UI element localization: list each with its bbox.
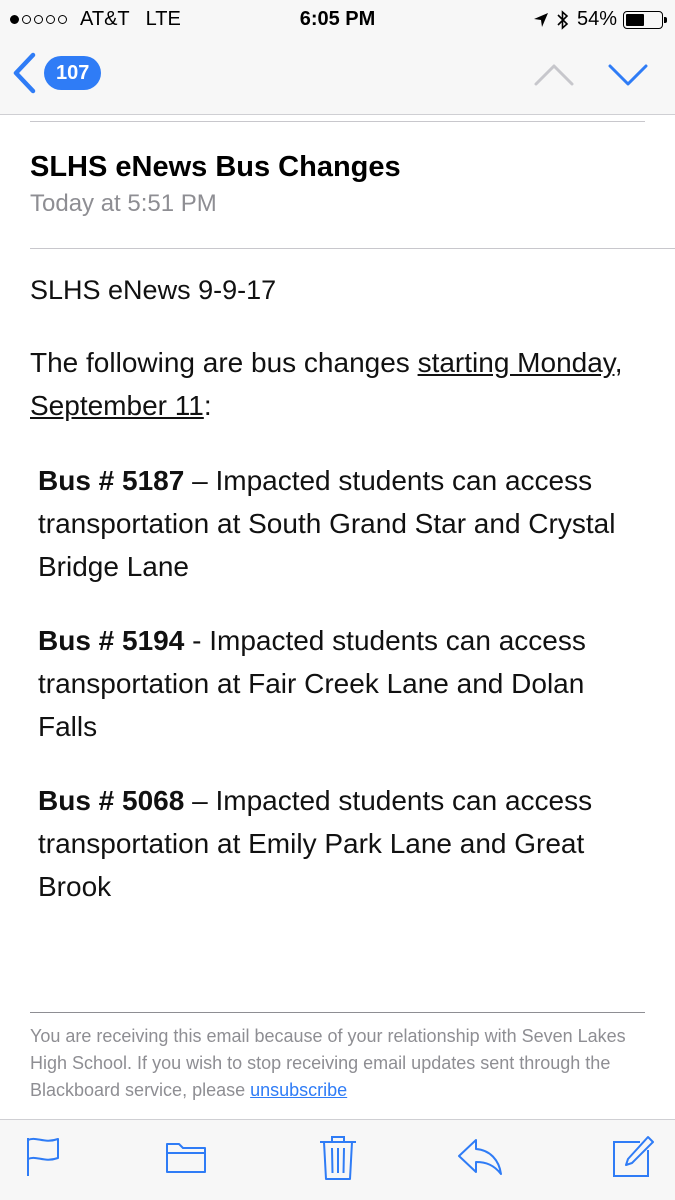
flag-icon[interactable]	[24, 1134, 64, 1178]
compose-icon[interactable]	[610, 1134, 656, 1180]
bus-change-item	[38, 459, 638, 588]
intro-prefix: The following are bus changes	[30, 347, 418, 378]
battery-percent: 54%	[576, 8, 617, 30]
status-time: 6:05 PM	[299, 8, 376, 30]
bottom-toolbar	[0, 1119, 675, 1200]
trash-icon[interactable]	[318, 1134, 358, 1182]
navigation-bar	[0, 38, 675, 115]
bluetooth-icon	[557, 10, 569, 30]
next-message-icon[interactable]	[606, 60, 650, 90]
location-arrow-icon	[533, 12, 549, 28]
carrier-name: AT&T	[80, 8, 130, 30]
message-content[interactable]	[0, 115, 675, 1119]
battery-icon	[623, 11, 663, 29]
message-date: Today at 5:51 PM	[30, 190, 217, 217]
bus-number: Bus # 5187	[38, 465, 185, 496]
intro-suffix: :	[203, 390, 212, 421]
bus-details: – Impacted students can access transportation at South Grand Star and Crystal Bridge Lane	[38, 465, 616, 582]
bus-change-item	[38, 779, 638, 908]
battery-fill	[626, 14, 644, 26]
intro-paragraph	[30, 341, 630, 427]
status-right	[533, 8, 663, 31]
back-chevron-icon	[12, 52, 36, 94]
intro-underlined: starting Monday, September 11	[30, 347, 623, 421]
bus-change-item	[38, 619, 638, 748]
bus-details: - Impacted students can access transportation at Fair Creek Lane and Dolan Falls	[38, 625, 586, 742]
folder-icon[interactable]	[164, 1134, 208, 1178]
battery-tip	[664, 17, 667, 23]
bus-number: Bus # 5068	[38, 785, 185, 816]
bus-details: – Impacted students can access transportation at Emily Park Lane and Great Brook	[38, 785, 593, 902]
newsletter-title: SLHS eNews 9-9-17	[30, 275, 277, 305]
back-button[interactable]	[12, 52, 101, 94]
status-bar	[0, 0, 675, 38]
footer-divider	[30, 1012, 645, 1013]
network-type: LTE	[145, 8, 181, 30]
footer-notice-text: You are receiving this email because of your relationship with Seven Lakes High School. If you wish to stop receiving email updates sent through the Blackboard service, please	[30, 1026, 626, 1100]
divider	[30, 248, 675, 249]
footer-notice	[30, 1023, 630, 1104]
divider	[30, 121, 645, 122]
reply-icon[interactable]	[456, 1134, 504, 1178]
message-subject: SLHS eNews Bus Changes	[30, 151, 401, 183]
unread-count-badge: 107	[44, 56, 101, 90]
unsubscribe-link[interactable]: unsubscribe	[250, 1080, 348, 1100]
bus-number: Bus # 5194	[38, 625, 185, 656]
previous-message-icon[interactable]	[532, 60, 576, 90]
